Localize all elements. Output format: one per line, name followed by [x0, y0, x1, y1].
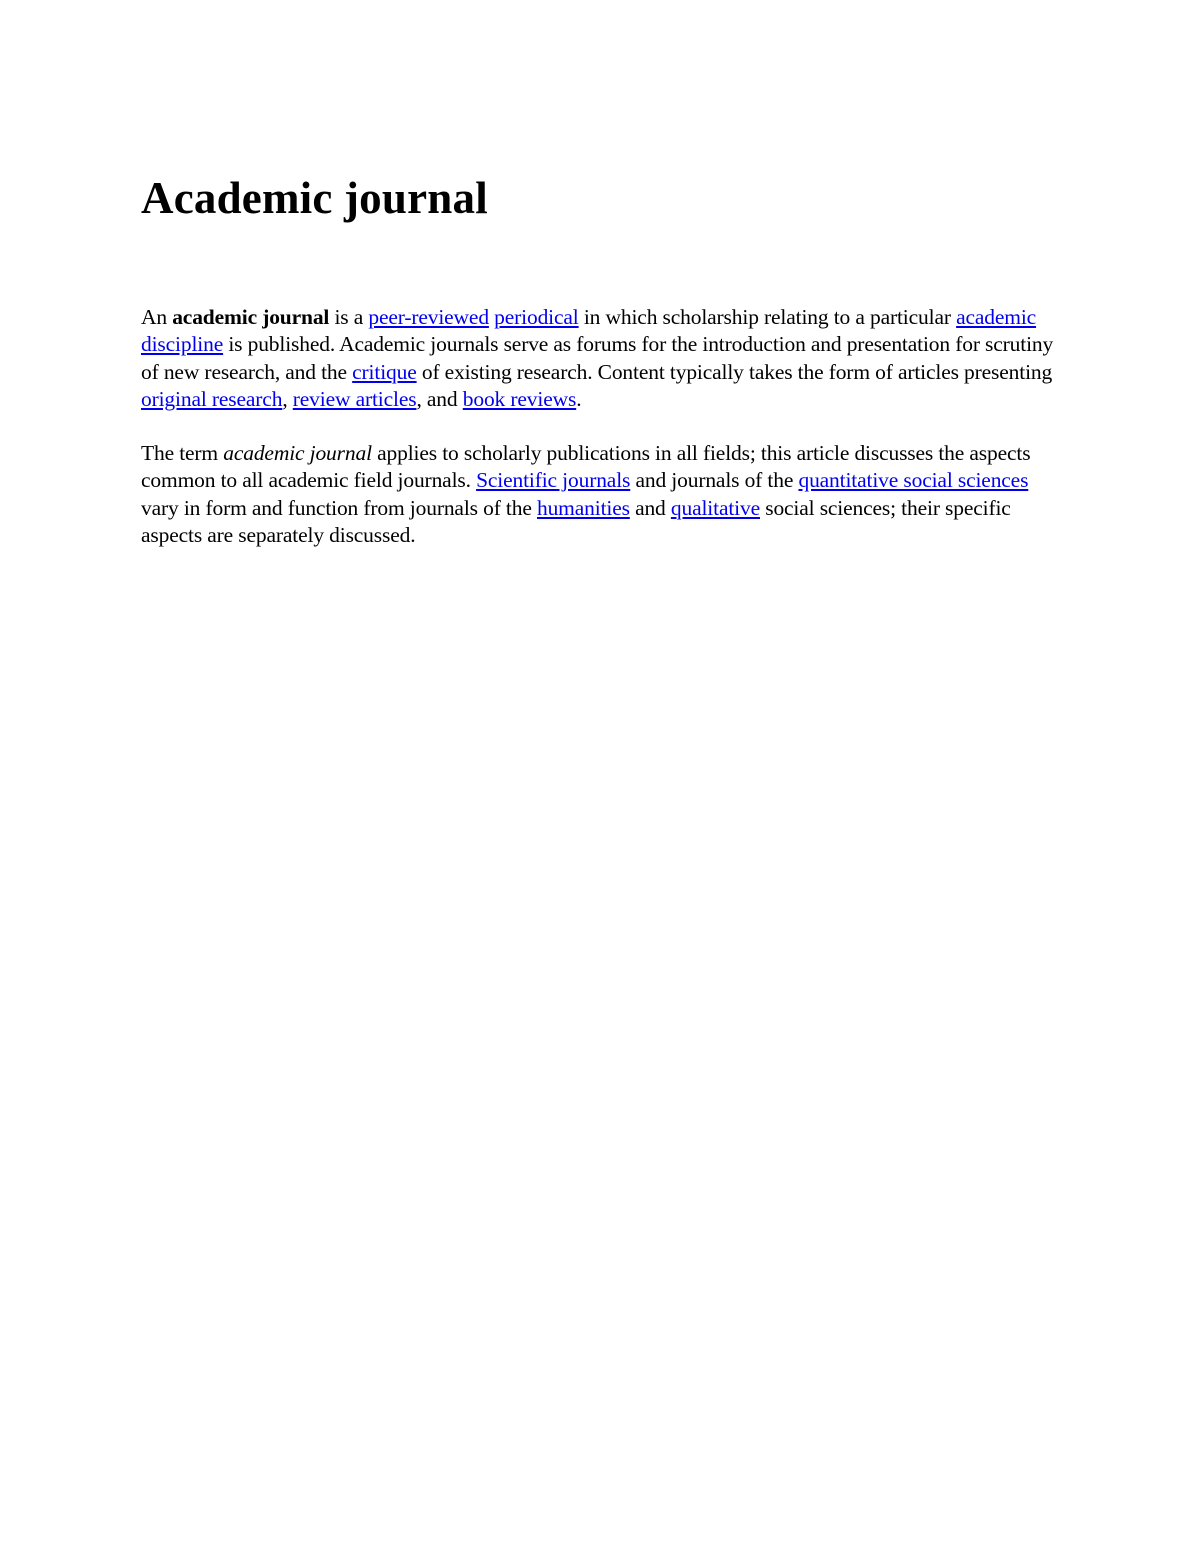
document-body	[141, 304, 1066, 549]
bold-term-academic-journal: academic journal	[172, 305, 330, 329]
text-run: is published. Academic journals serve as forums for the introduction and presentation for scrutiny of new research, and the	[141, 332, 1054, 384]
text-run: in which scholarship relating to a particular	[578, 305, 957, 329]
link-peer-reviewed[interactable]: peer-reviewed	[368, 305, 489, 329]
link-original-research[interactable]: original research	[141, 386, 283, 411]
text-run: .	[576, 386, 582, 411]
link-qualitative[interactable]: qualitative	[670, 495, 760, 520]
text-run: and	[629, 495, 671, 520]
text-run: applies to scholarly publications in all fields; this article discusses the aspects common to all academic field journals.	[141, 441, 1031, 493]
text-run: of existing research. Content typically takes the form of articles presenting	[416, 359, 1053, 384]
link-periodical[interactable]: periodical	[494, 305, 579, 329]
link-review-articles[interactable]: review articles	[292, 386, 417, 411]
text-run: ,	[282, 386, 293, 411]
link-humanities[interactable]: humanities	[536, 495, 630, 520]
paragraph-scope	[141, 440, 1066, 549]
link-scientific-journals[interactable]: Scientific journals	[476, 468, 631, 493]
page-title: Academic journal	[141, 173, 488, 223]
paragraph-intro	[141, 304, 1066, 413]
text-run: The term	[141, 441, 224, 466]
link-academic-discipline[interactable]: academic discipline	[141, 305, 1037, 357]
link-book-reviews[interactable]: book reviews	[462, 386, 577, 411]
document-content	[141, 168, 1066, 576]
italic-term-academic-journal: academic journal	[223, 441, 372, 466]
text-run: vary in form and function from journals of the	[141, 495, 537, 520]
link-quantitative-social-sciences[interactable]: quantitative social sciences	[798, 468, 1029, 493]
text-run: is a	[329, 305, 369, 329]
text-run: and journals of the	[630, 468, 799, 493]
text-run: , and	[416, 386, 463, 411]
text-run: social sciences; their specific aspects are separately discussed.	[141, 495, 1011, 548]
text-run: An	[141, 305, 173, 329]
link-critique[interactable]: critique	[352, 359, 417, 384]
